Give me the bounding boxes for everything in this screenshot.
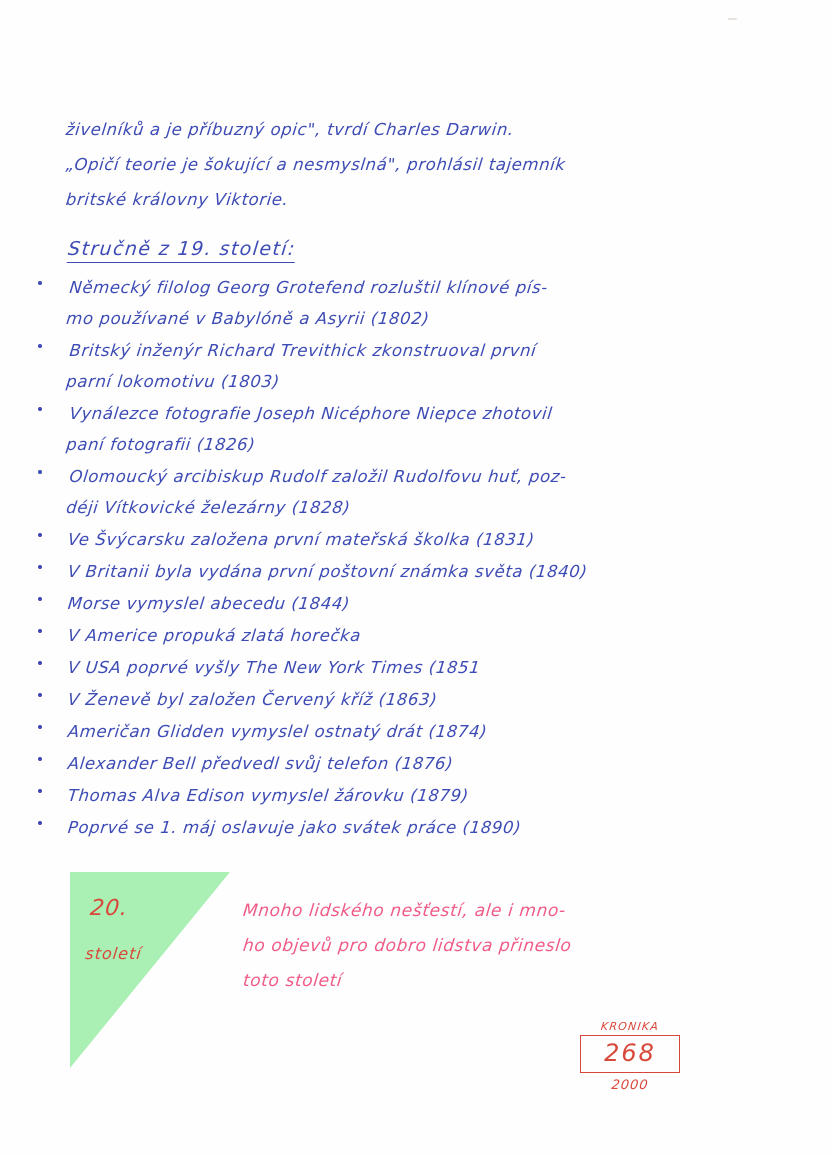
red-note-line: ho objevů pro dobro lidstva přineslo xyxy=(242,936,573,956)
list-item-label: Morse vymyslel abecedu (1844) xyxy=(67,594,352,613)
list-item xyxy=(38,461,798,523)
red-note-line: Mnoho lidského nešťestí, ale i mno- xyxy=(242,901,567,921)
list-item-label: Olomoucký arcibiskup Rudolf založil Rudolfovu huť, poz- déji Vítkovické železárny (1828) xyxy=(65,467,568,517)
list-item-label: Německý filolog Georg Grotefend rozluštil klínové pís- mo používané v Babylóně a Asyrii (1802) xyxy=(65,278,549,328)
red-note xyxy=(243,894,703,999)
list-item xyxy=(38,716,798,747)
list-item xyxy=(38,652,798,683)
bullet-icon xyxy=(38,470,42,474)
bullet-icon xyxy=(38,821,42,825)
list-item-label: Alexander Bell předvedl svůj telefon (1876) xyxy=(67,754,455,773)
bullet-icon xyxy=(38,789,42,793)
bullet-icon xyxy=(38,661,42,665)
century-number: 20. xyxy=(88,896,130,921)
bullet-icon xyxy=(38,533,42,537)
bullet-icon xyxy=(38,407,42,411)
section-heading: Stručně z 19. století: xyxy=(67,238,297,263)
red-note-line: toto století xyxy=(242,971,344,991)
stamp-page-number: 268 xyxy=(580,1035,680,1073)
list-item-label: V Ženevě byl založen Červený kříž (1863) xyxy=(67,690,439,709)
bullet-icon xyxy=(38,281,42,285)
list-item xyxy=(38,620,798,651)
century-label xyxy=(84,896,147,963)
list-item-label: Vynálezce fotografie Joseph Nicéphore Niepce zhotovil paní fotografii (1826) xyxy=(65,404,554,454)
timeline-list xyxy=(38,272,798,844)
list-item-label: V Americe propuká zlatá horečka xyxy=(67,626,363,645)
list-item xyxy=(38,524,798,555)
list-item xyxy=(38,272,798,334)
stamp-year: 2000 xyxy=(610,1078,650,1093)
stamp-title: KRONIKA xyxy=(600,1020,660,1033)
bullet-icon xyxy=(38,725,42,729)
list-item xyxy=(38,812,798,843)
bullet-icon xyxy=(38,344,42,348)
list-item xyxy=(38,335,798,397)
intro-line: britské královny Viktorie. xyxy=(65,190,290,209)
list-item xyxy=(38,588,798,619)
list-item xyxy=(38,556,798,587)
bullet-icon xyxy=(38,757,42,761)
century-word: století xyxy=(84,944,143,963)
intro-paragraph xyxy=(66,112,766,217)
bullet-icon xyxy=(38,629,42,633)
intro-line: živelníků a je příbuzný opic", tvrdí Charles Darwin. xyxy=(65,120,515,139)
list-item-label: Britský inženýr Richard Trevithick zkonstruoval první parní lokomotivu (1803) xyxy=(65,341,538,391)
list-item-label: Thomas Alva Edison vymyslel žárovku (1879) xyxy=(67,786,470,805)
bullet-icon xyxy=(38,565,42,569)
chronicle-stamp xyxy=(580,1020,680,1093)
list-item-label: Ve Švýcarsku založena první mateřská školka (1831) xyxy=(67,530,536,549)
list-item xyxy=(38,398,798,460)
list-item-label: Američan Glidden vymyslel ostnatý drát (1874) xyxy=(67,722,489,741)
list-item xyxy=(38,748,798,779)
list-item-label: Poprvé se 1. máj oslavuje jako svátek práce (1890) xyxy=(67,818,523,837)
bullet-icon xyxy=(38,693,42,697)
bullet-icon xyxy=(38,597,42,601)
list-item xyxy=(38,780,798,811)
list-item-label: V USA poprvé vyšly The New York Times (1851 xyxy=(67,658,482,677)
intro-line: „Opičí teorie je šokující a nesmyslná", prohlásil tajemník xyxy=(65,155,567,174)
list-item-label: V Britanii byla vydána první poštovní známka světa (1840) xyxy=(67,562,589,581)
list-item xyxy=(38,684,798,715)
scan-artifact xyxy=(728,18,737,20)
